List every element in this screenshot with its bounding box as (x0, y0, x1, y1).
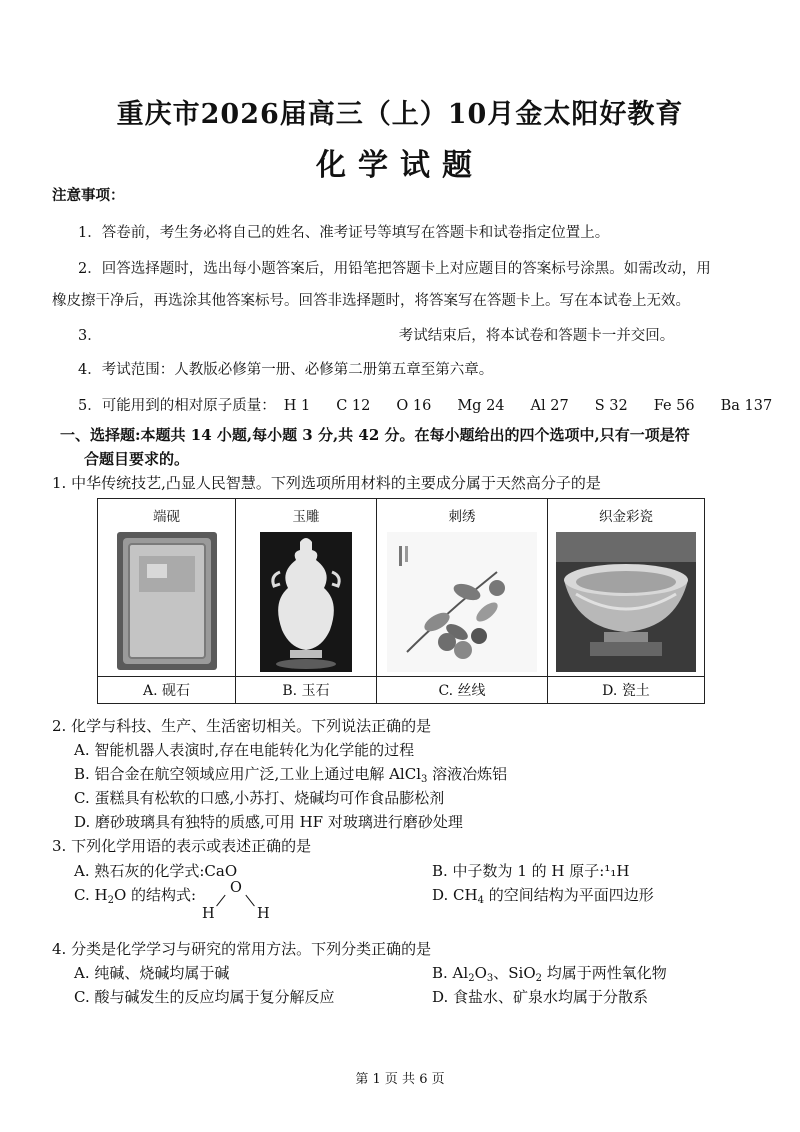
inkstone-image (117, 532, 217, 670)
image-title: 织金彩瓷 (599, 509, 653, 525)
embroidery-image (387, 532, 537, 672)
option-text: O 的结构式: (113, 886, 197, 904)
section-heading: 一、选择题:本题共 14 小题,每小题 3 分,共 42 分。在每小题给出的四个选项中,只有一项是符 (60, 426, 690, 444)
question-4-option-c: C. 酸与碱发生的反应均属于复分解反应 (74, 988, 335, 1006)
question-2-option-d: D. 磨砂玻璃具有独特的质感,可用 HF 对玻璃进行磨砂处理 (74, 813, 463, 831)
note-item-3-text: 考试结束后，将本试卷和答题卡一并交回。 (398, 328, 675, 344)
option-text: O (474, 964, 487, 982)
note-item-2-line-2: 橡皮擦干净后，再选涂其他答案标号。回答非选择题时，将答案写在答题卡上。写在本试卷上无效。 (52, 293, 690, 309)
question-2-option-c: C. 蛋糕具有松软的口感,小苏打、烧碱均可作食品膨松剂 (74, 789, 445, 807)
subscript: 2 (107, 895, 114, 906)
option-text: D. CH (432, 886, 478, 904)
option-d-caption: D. 瓷土 (548, 677, 705, 704)
note-item-1: 1．答卷前，考生务必将自己的姓名、准考证号等填写在答题卡和试卷指定位置上。 (78, 225, 610, 241)
question-1-image-table (97, 498, 705, 704)
question-4-option-d: D. 食盐水、矿泉水均属于分散系 (432, 988, 649, 1006)
question-3-option-c (74, 884, 196, 906)
note-item-4: 4．考试范围：人教版必修第一册、必修第二册第五章至第六章。 (78, 362, 494, 378)
option-text: B. Al (432, 964, 469, 982)
question-4-option-a: A. 纯碱、烧碱均属于碱 (74, 964, 230, 982)
image-title: 玉雕 (292, 509, 320, 525)
subscript: 4 (477, 895, 484, 906)
exam-title: 重庆市2026届高三（上）10月金太阳好教育 (116, 99, 684, 130)
image-cell-jade (236, 499, 377, 677)
note-item-2-line-1: 2．回答选择题时，选出每小题答案后，用铅笔把答题卡上对应题目的答案标号涂黑。如需改动，用 (78, 261, 711, 277)
atomic-mass: O 16 (396, 398, 432, 414)
question-3-option-a: A. 熟石灰的化学式:CaO (74, 862, 238, 880)
atomic-mass: Mg 24 (457, 398, 505, 414)
image-cell-porcelain (548, 499, 705, 677)
oxygen-atom: O (230, 880, 242, 896)
hydrogen-atom: H (257, 906, 270, 922)
image-title: 端砚 (153, 509, 180, 525)
atomic-mass-label: 5．可能用到的相对原子质量： (78, 398, 276, 414)
option-text: C. H (74, 886, 108, 904)
question-3-option-d (432, 884, 654, 906)
subject-title: 化学试题 (316, 148, 484, 183)
option-b-caption: B. 玉石 (236, 677, 377, 704)
bond-line (245, 895, 255, 907)
atomic-mass: Fe 56 (653, 398, 695, 414)
question-2-option-a: A. 智能机器人表演时,存在电能转化为化学能的过程 (74, 741, 415, 759)
image-cell-inkstone (98, 499, 236, 677)
option-c-caption: C. 丝线 (377, 677, 548, 704)
subscript: 2 (468, 973, 475, 984)
question-3-stem: 3. 下列化学用语的表示或表述正确的是 (52, 837, 312, 855)
isotope-symbol: ¹₁H (604, 862, 630, 880)
question-4-option-b (432, 962, 667, 984)
note-item-3-number: 3． (78, 328, 102, 344)
option-text: 的空间结构为平面四边形 (483, 886, 654, 904)
option-text: 溶液冶炼铝 (427, 765, 508, 783)
note-item-5 (78, 394, 798, 415)
porcelain-bowl-image (556, 532, 696, 672)
hydrogen-atom: H (202, 906, 215, 922)
question-2-option-b (74, 763, 507, 785)
question-1-stem: 1. 中华传统技艺,凸显人民智慧。下列选项所用材料的主要成分属于天然高分子的是 (52, 474, 601, 492)
subscript: 2 (535, 973, 543, 984)
image-title: 刺绣 (448, 509, 476, 525)
option-a-caption: A. 砚石 (98, 677, 236, 704)
question-4-stem: 4. 分类是化学学习与研究的常用方法。下列分类正确的是 (52, 940, 432, 958)
option-text: 均属于两性氧化物 (542, 964, 667, 982)
question-2-stem: 2. 化学与科技、生产、生活密切相关。下列说法正确的是 (52, 717, 432, 735)
image-cell-embroidery (377, 499, 548, 677)
question-3-option-b (432, 860, 629, 881)
page-footer: 第 1 页 共 6 页 (355, 1072, 445, 1087)
subscript: 3 (486, 973, 494, 984)
atomic-mass: S 32 (594, 398, 628, 414)
option-text: B. 中子数为 1 的 H 原子: (432, 862, 605, 880)
option-text: 、SiO (493, 964, 536, 982)
notes-heading: 注意事项： (52, 187, 125, 204)
section-heading-continued: 合题目要求的。 (84, 450, 190, 468)
option-text: B. 铝合金在航空领域应用广泛,工业上通过电解 AlCl (74, 765, 422, 783)
atomic-mass: C 12 (336, 398, 371, 414)
water-structural-formula (200, 880, 280, 930)
bond-line (216, 895, 226, 907)
subscript: 3 (421, 774, 428, 785)
note-item-3 (78, 324, 674, 345)
atomic-mass: Al 27 (530, 398, 569, 414)
atomic-mass: Ba 137 (720, 398, 773, 414)
jade-vase-image (260, 532, 352, 672)
atomic-mass: H 1 (283, 398, 311, 414)
